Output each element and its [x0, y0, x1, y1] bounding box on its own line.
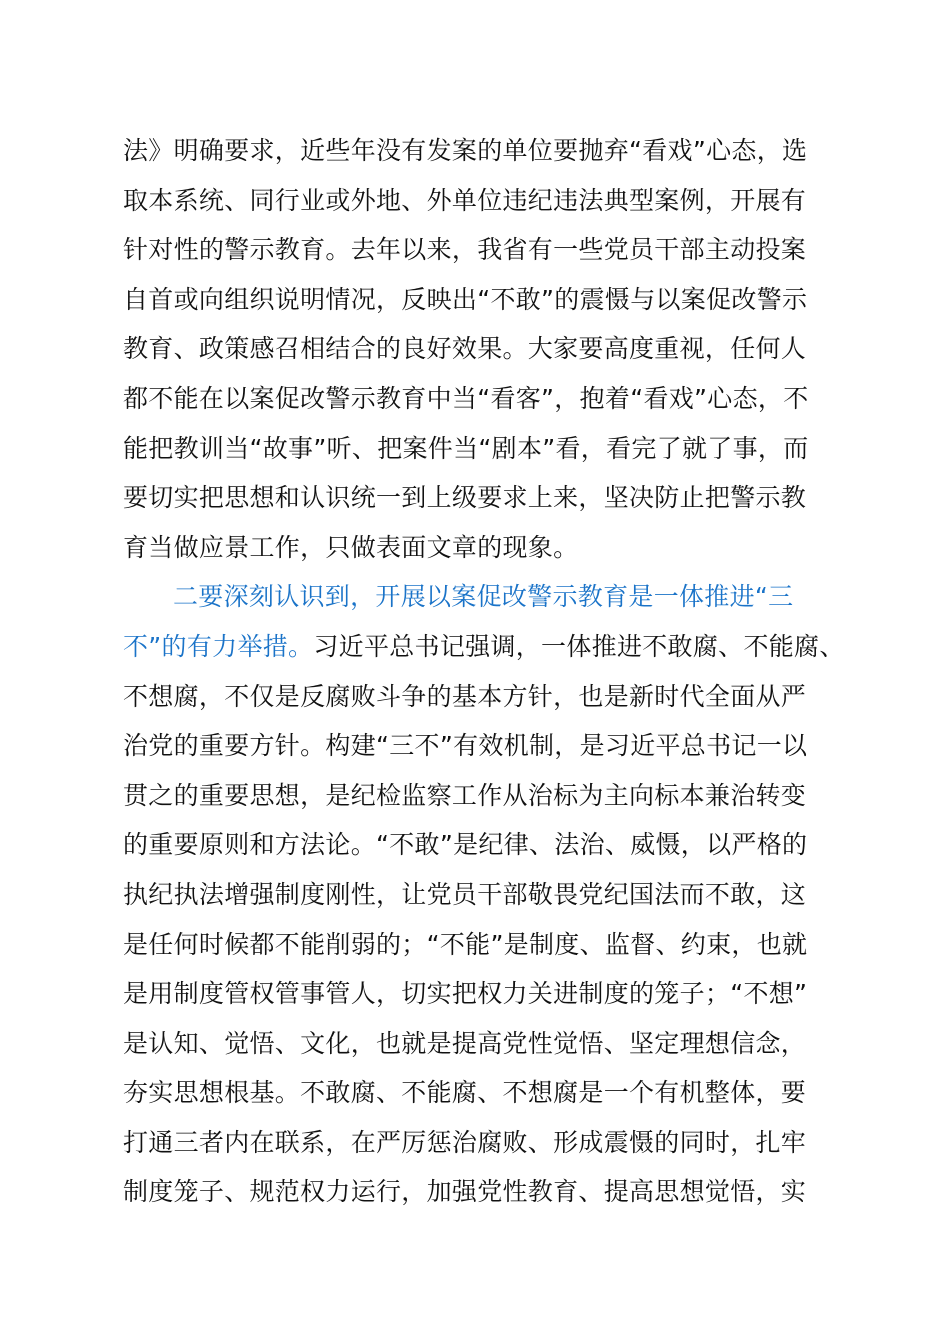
- paragraph-1-line-3: 针对性的警示教育。去年以来，我省有一些党员干部主动投案: [123, 235, 807, 265]
- paragraph-2-line-13: 制度笼子、规范权力运行，加强党性教育、提高思想觉悟，实: [123, 1177, 807, 1207]
- paragraph-2-line-3: 不想腐，不仅是反腐败斗争的基本方针，也是新时代全面从严: [123, 681, 807, 711]
- paragraph-1-line-7: 能把教训当“故事”听、把案件当“剧本”看，看完了就了事，而: [123, 433, 809, 463]
- paragraph-2-line-8: 是任何时候都不能削弱的；“不能”是制度、监督、约束，也就: [123, 929, 808, 959]
- paragraph-2-line-2-text: 习近平总书记强调，一体推进不敢腐、不能腐、: [313, 631, 845, 661]
- paragraph-2-heading-line-1: [123, 572, 843, 622]
- paragraph-1-line-9: 育当做应景工作，只做表面文章的现象。: [123, 532, 579, 562]
- paragraph-1-line-5: 教育、政策感召相结合的良好效果。大家要高度重视，任何人: [123, 334, 807, 364]
- paragraph-1-line-8: 要切实把思想和认识统一到上级要求上来，坚决防止把警示教: [123, 483, 807, 513]
- paragraph-2-line-12: 打通三者内在联系，在严厉惩治腐败、形成震慑的同时，扎牢: [123, 1127, 807, 1157]
- section-heading-continued: 不”的有力举措。: [123, 631, 314, 661]
- paragraph-2-line-6: 的重要原则和方法论。“不敢”是纪律、法治、威慑，以严格的: [123, 830, 808, 860]
- paragraph-1-line-6: 都不能在以案促改警示教育中当“看客”，抱着“看戏”心态，不: [123, 383, 809, 413]
- paragraph-2-line-5: 贯之的重要思想，是纪检监察工作从治标为主向标本兼治转变: [123, 780, 807, 810]
- paragraph-2-line-11: 夯实思想根基。不敢腐、不能腐、不想腐是一个有机整体，要: [123, 1078, 807, 1108]
- body-text: [123, 126, 843, 1217]
- paragraph-2-line-10: 是认知、觉悟、文化，也就是提高党性觉悟、坚定理想信念，: [123, 1028, 807, 1058]
- paragraph-1-line-4: 自首或向组织说明情况，反映出“不敢”的震慑与以案促改警示: [123, 284, 808, 314]
- section-heading: 二要深刻认识到，开展以案促改警示教育是一体推进“三: [173, 582, 794, 612]
- paragraph-1-line-1: 法》明确要求，近些年没有发案的单位要抛弃“看戏”心态，选: [123, 136, 808, 165]
- paragraph-2-line-2: [123, 622, 843, 672]
- paragraph-1-line-2: 取本系统、同行业或外地、外单位违纪违法典型案例，开展有: [123, 185, 807, 215]
- paragraph-2-line-7: 执纪执法增强制度刚性，让党员干部敬畏党纪国法而不敢，这: [123, 879, 807, 909]
- paragraph-2-line-9: 是用制度管权管事管人，切实把权力关进制度的笼子；“不想”: [123, 979, 808, 1009]
- paragraph-2-line-4: 治党的重要方针。构建“三不”有效机制，是习近平总书记一以: [123, 731, 808, 761]
